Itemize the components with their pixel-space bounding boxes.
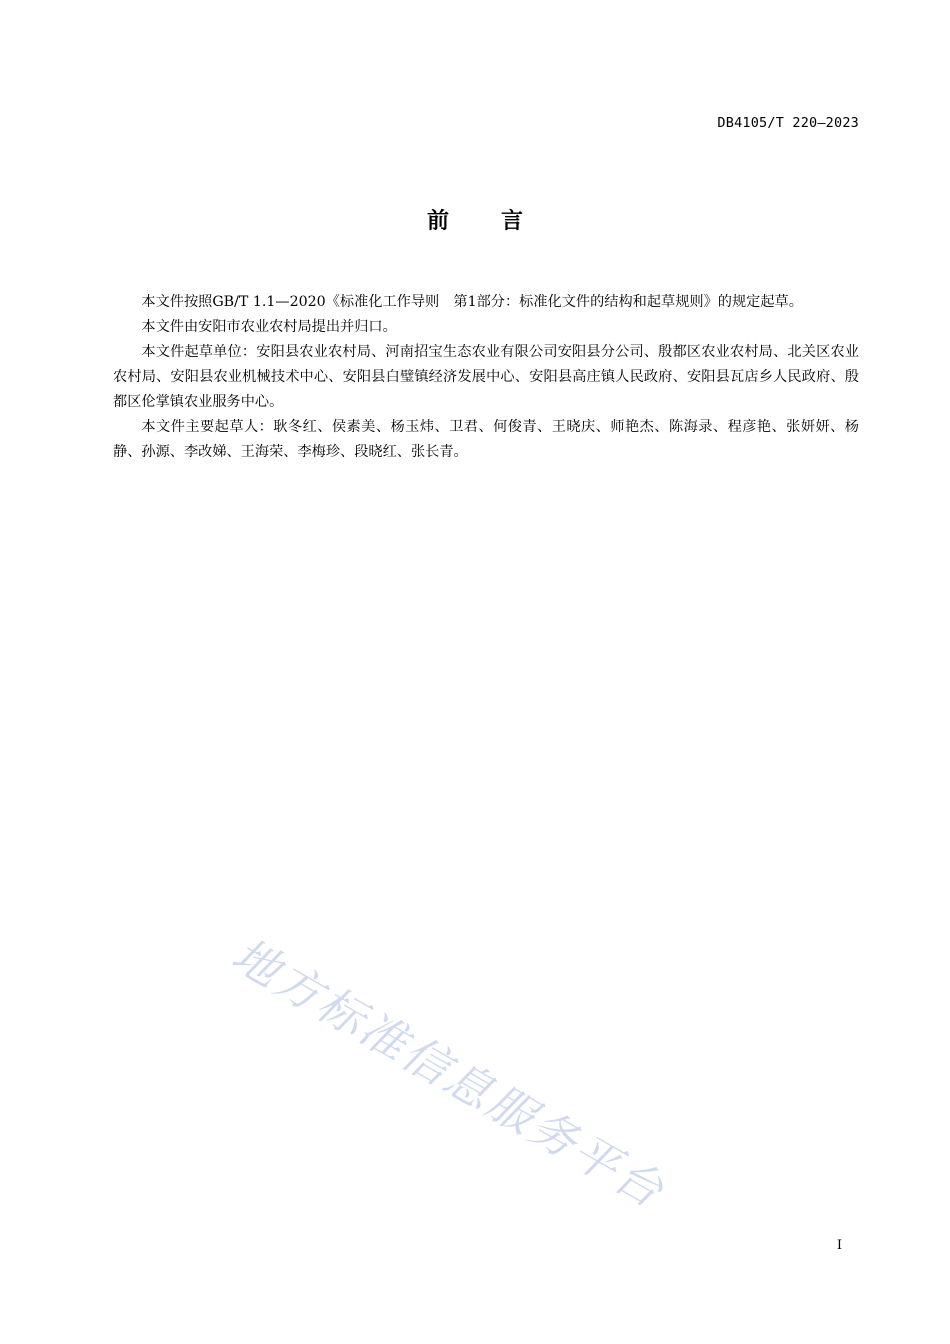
paragraph-drafters: 本文件主要起草人：耿冬红、侯素美、杨玉炜、卫君、何俊青、王晓庆、师艳杰、陈海录、程彦艳、张妍妍、杨静、孙源、李改娣、王海荣、李梅珍、段晓红、张长青。 <box>113 419 859 460</box>
paragraph-drafting-basis: 本文件按照GB/T 1.1—2020《标准化工作导则 第1部分：标准化文件的结构和起草规则》的规定起草。 <box>141 294 803 310</box>
title-part-2: 言 <box>501 209 524 234</box>
watermark: 地方标准信息服务平台 <box>223 927 675 1219</box>
document-code: DB4105/T 220—2023 <box>717 115 859 131</box>
page-number: I <box>836 1238 842 1253</box>
paragraph-drafting-units: 本文件起草单位：安阳县农业农村局、河南招宝生态农业有限公司安阳县分公司、殷都区农业农村局、北关区农业农村局、安阳县农业机械技术中心、安阳县白璧镇经济发展中心、安阳县高庄镇人民政府、安阳县瓦店乡人民政府、殷都区伦掌镇农业服务中心。 <box>113 344 859 410</box>
title-part-1: 前 <box>426 209 449 234</box>
foreword-body <box>113 290 859 465</box>
paragraph-proposer: 本文件由安阳市农业农村局提出并归口。 <box>141 319 397 335</box>
page-title <box>0 204 950 235</box>
